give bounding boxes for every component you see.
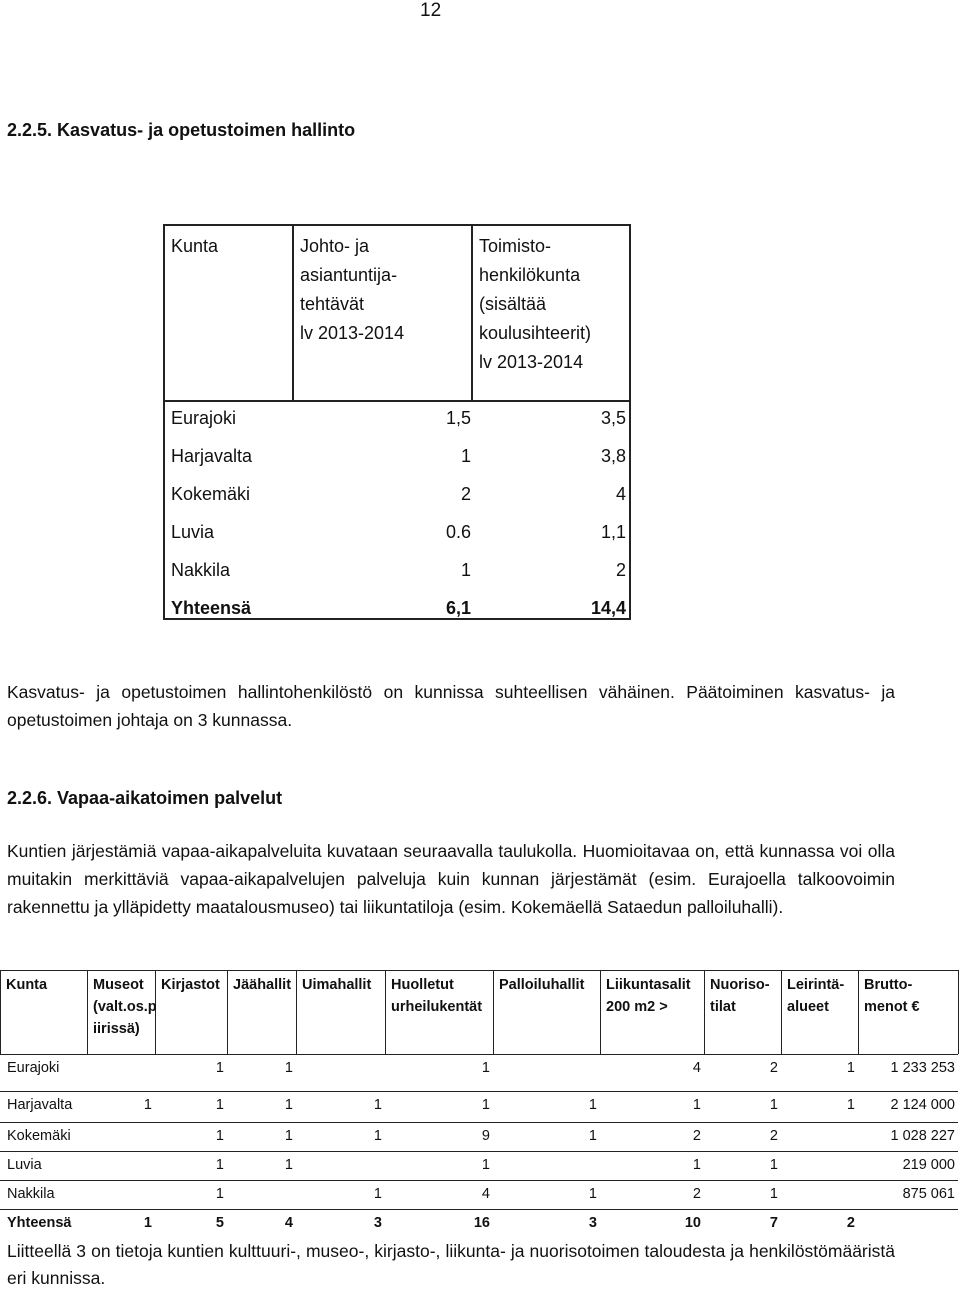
- cell-value: 219 000: [902, 1157, 955, 1173]
- column-header: [864, 974, 920, 1018]
- cell-value: 2 124 000: [890, 1097, 955, 1113]
- header-line: Museot: [93, 977, 144, 993]
- cell-value: 1 233 253: [890, 1060, 955, 1076]
- footer-paragraph: Liitteellä 3 on tietoja kuntien kulttuuri-, museo-, kirjasto-, liikunta- ja nuorisotoimen taloudesta ja henkilöstömääristä eri kunnissa.: [7, 1241, 895, 1288]
- column-divider: [493, 970, 494, 1054]
- row-label: Harjavalta: [171, 446, 253, 466]
- cell-value: 7: [769, 1215, 778, 1231]
- cell-value: 1: [846, 1097, 855, 1113]
- header-line: asiantuntija-: [300, 265, 398, 285]
- cell-value: 16: [473, 1215, 490, 1231]
- column-divider: [958, 970, 959, 1054]
- header-line: Nuoriso-: [710, 977, 770, 993]
- header-line: Uimahallit: [302, 977, 372, 993]
- cell-value: 1: [481, 1097, 490, 1113]
- cell-value: 1: [215, 1128, 224, 1144]
- cell-value: 1: [215, 1097, 224, 1113]
- cell-value: 3,8: [600, 446, 626, 466]
- cell-value: 3: [373, 1215, 382, 1231]
- header-line: lv 2013-2014: [300, 323, 405, 343]
- row-divider: [0, 1122, 958, 1123]
- cell-value: 14,4: [590, 598, 626, 618]
- header-line: (sisältää: [479, 294, 547, 314]
- cell-value: 2: [692, 1128, 701, 1144]
- header-line: Palloiluhallit: [499, 977, 585, 993]
- column-header: [6, 974, 47, 996]
- cell-value: 3,5: [600, 408, 626, 428]
- header-line: Liikuntasalit: [606, 977, 691, 993]
- header-line: menot €: [864, 999, 920, 1015]
- header-line: Kunta: [171, 236, 219, 256]
- column-divider: [87, 970, 88, 1054]
- row-label: Kokemäki: [171, 484, 251, 504]
- cell-value: 1: [215, 1060, 224, 1076]
- cell-value: 1: [769, 1097, 778, 1113]
- table-border: [0, 970, 958, 971]
- cell-value: 1: [284, 1157, 293, 1173]
- header-line: Leirintä-: [787, 977, 845, 993]
- column-header: [93, 974, 157, 1040]
- cell-value: 1: [481, 1157, 490, 1173]
- column-divider: [858, 970, 859, 1054]
- page-number: 12: [420, 0, 442, 21]
- cell-value: 2: [460, 484, 471, 504]
- row-divider: [0, 1151, 958, 1152]
- cell-value: 2: [769, 1060, 778, 1076]
- row-label: Kokemäki: [7, 1128, 71, 1144]
- table-total-row: [165, 590, 629, 628]
- cell-value: 1: [373, 1128, 382, 1144]
- row-divider: [0, 1054, 958, 1055]
- cell-value: 1: [481, 1060, 490, 1076]
- cell-value: 1: [460, 446, 471, 466]
- paragraph-hallinto: Kasvatus- ja opetustoimen hallintohenkilöstö on kunnissa suhteellisen vähäinen. Päätoiminen kasvatus- ja opetustoimen johtaja on 3 kunnassa.: [7, 682, 895, 730]
- column-divider: [781, 970, 782, 1054]
- cell-value: 5: [215, 1215, 224, 1231]
- cell-value: 2: [692, 1186, 701, 1202]
- header-line: urheilukentät: [391, 999, 483, 1015]
- header-line: Kunta: [6, 977, 48, 993]
- cell-value: 1: [588, 1186, 597, 1202]
- table-header-kunta: [171, 232, 218, 261]
- column-header: [606, 974, 691, 1018]
- cell-value: 1: [460, 560, 471, 580]
- column-header: [161, 974, 220, 996]
- row-label: Luvia: [7, 1157, 42, 1173]
- row-label: Yhteensä: [7, 1215, 72, 1231]
- cell-value: 1: [373, 1186, 382, 1202]
- admin-staff-table: [163, 224, 631, 620]
- header-line: tehtävät: [300, 294, 365, 314]
- cell-value: 1: [143, 1097, 152, 1113]
- cell-value: 1 028 227: [890, 1128, 955, 1144]
- column-divider: [227, 970, 228, 1054]
- header-line: Kirjastot: [161, 977, 220, 993]
- column-header: [710, 974, 770, 1018]
- row-label: Nakkila: [171, 560, 231, 580]
- table-row: [165, 476, 629, 514]
- header-line: alueet: [787, 999, 829, 1015]
- header-line: henkilökunta: [479, 265, 581, 285]
- cell-value: 1: [373, 1097, 382, 1113]
- column-header: [302, 974, 371, 996]
- column-header: [499, 974, 584, 996]
- column-divider: [385, 970, 386, 1054]
- cell-value: 1: [284, 1060, 293, 1076]
- cell-value: 2: [769, 1128, 778, 1144]
- column-header: [787, 974, 844, 1018]
- cell-value: 1: [588, 1097, 597, 1113]
- cell-value: 1: [143, 1215, 152, 1231]
- cell-value: 10: [684, 1215, 701, 1231]
- cell-value: 1: [284, 1128, 293, 1144]
- column-divider: [0, 970, 1, 1054]
- row-divider: [0, 1091, 958, 1092]
- cell-value: 0.6: [445, 522, 471, 542]
- row-label: Eurajoki: [171, 408, 237, 428]
- header-line: 200 m2 >: [606, 999, 668, 1015]
- table-row: [165, 438, 629, 476]
- cell-value: 4: [481, 1186, 490, 1202]
- header-line: Brutto-: [864, 977, 913, 993]
- row-label: Harjavalta: [7, 1097, 73, 1113]
- row-label: Nakkila: [7, 1186, 55, 1202]
- header-line: tilat: [710, 999, 736, 1015]
- cell-value: 875 061: [902, 1186, 955, 1202]
- row-label: Eurajoki: [7, 1060, 60, 1076]
- row-label: Yhteensä: [171, 598, 252, 618]
- table-header-toimisto: [479, 232, 591, 377]
- table-row: [165, 514, 629, 552]
- row-label: Luvia: [171, 522, 215, 542]
- cell-value: 1: [769, 1186, 778, 1202]
- column-divider: [296, 970, 297, 1054]
- cell-value: 4: [615, 484, 626, 504]
- paragraph-vapaa-aika: Kuntien järjestämiä vapaa-aikapalveluita kuvataan seuraavalla taulukolla. Huomioitavaa on, että kunnassa voi olla muitakin merkittäviä vapaa-aikapalvelujen palveluja kuin kunnan järjestämät (esim. Eurajoella talkoovoimin rakennettu ja ylläpidetty maatalousmuseo) tai liikuntatiloja (esim. Kokemäellä Sataedun palloiluhalli).: [7, 841, 895, 917]
- row-divider: [0, 1209, 958, 1210]
- row-divider: [0, 1180, 958, 1181]
- header-line: Toimisto-: [479, 236, 552, 256]
- cell-value: 1: [284, 1097, 293, 1113]
- header-line: (valt.os.p: [93, 999, 157, 1015]
- cell-value: 1: [846, 1060, 855, 1076]
- header-line: koulusihteerit): [479, 323, 592, 343]
- column-divider: [600, 970, 601, 1054]
- cell-value: 1: [692, 1097, 701, 1113]
- header-line: Jäähallit: [233, 977, 292, 993]
- table-row: [165, 400, 629, 438]
- cell-value: 1,5: [445, 408, 471, 428]
- cell-value: 1: [692, 1157, 701, 1173]
- table-row: [165, 552, 629, 590]
- cell-value: 4: [284, 1215, 293, 1231]
- cell-value: 2: [846, 1215, 855, 1231]
- header-line: lv 2013-2014: [479, 352, 584, 372]
- cell-value: 4: [692, 1060, 701, 1076]
- cell-value: 1,1: [600, 522, 626, 542]
- cell-value: 3: [588, 1215, 597, 1231]
- table-header-johto: [300, 232, 404, 348]
- column-header: [391, 974, 482, 1018]
- header-line: iirissä): [93, 1021, 140, 1037]
- cell-value: 2: [615, 560, 626, 580]
- cell-value: 1: [769, 1157, 778, 1173]
- cell-value: 1: [215, 1186, 224, 1202]
- header-line: Huolletut: [391, 977, 454, 993]
- column-divider: [704, 970, 705, 1054]
- cell-value: 1: [215, 1157, 224, 1173]
- section-heading-hallinto: 2.2.5. Kasvatus- ja opetustoimen hallinto: [7, 120, 356, 140]
- column-header: [233, 974, 291, 996]
- section-heading-vapaa-aika: 2.2.6. Vapaa-aikatoimen palvelut: [7, 788, 283, 808]
- cell-value: 6,1: [445, 598, 471, 618]
- cell-value: 1: [588, 1128, 597, 1144]
- cell-value: 9: [481, 1128, 490, 1144]
- header-line: Johto- ja: [300, 236, 370, 256]
